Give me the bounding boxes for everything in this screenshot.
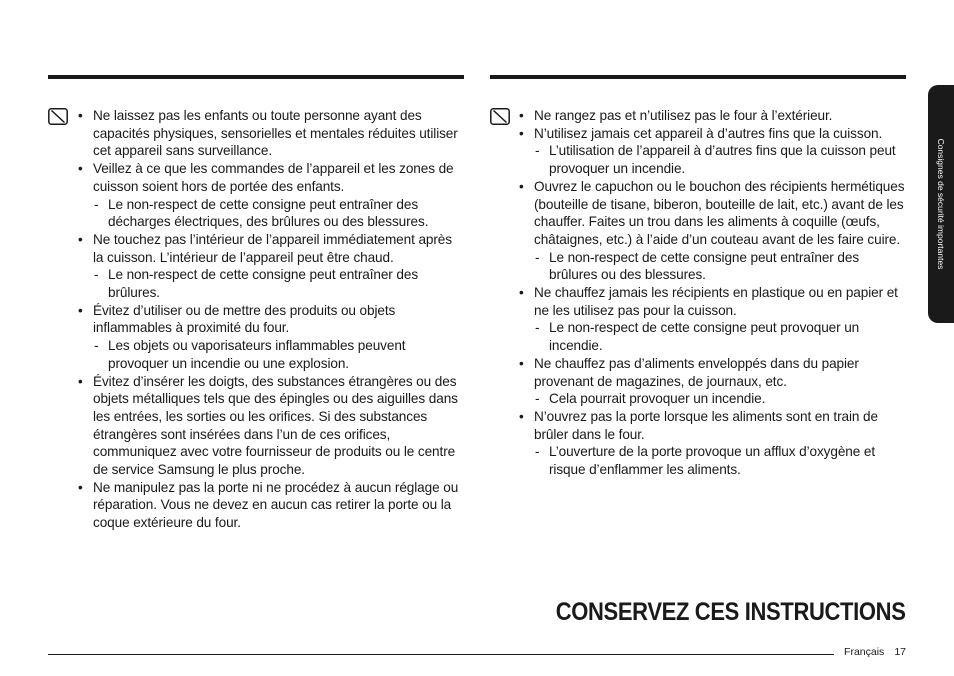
side-tab-label: Consignes de sécurité importantes: [936, 138, 946, 270]
bullet-text: Veillez à ce que les commandes de l’appareil et les zones de cuisson soient hors de portée des enfants.: [93, 161, 454, 194]
bullet-text: Ne laissez pas les enfants ou toute personne ayant des capacités physiques, sensorielles et mentales réduites utiliser cet appareil sans surveillance.: [93, 108, 458, 159]
sub-list: [534, 319, 906, 354]
bullet-item: [77, 107, 465, 160]
right-safety-list: [518, 107, 906, 479]
sub-item: - Cela pourrait provoquer un incendie.: [534, 390, 906, 408]
bullet-text: Évitez d’insérer les doigts, des substances étrangères ou des objets métalliques tels que des épingles ou des aiguilles dans les entrées, les sorties ou les orifices. Si des substances étrangères sont insérées dans l’un de ces orifices, communiquez avec votre fournisseur de produits ou le centre de service Samsung le plus proche.: [93, 373, 458, 478]
bullet-text: Ne chauffez jamais les récipients en plastique ou en papier et ne les utilisez pas pour la cuisson.: [534, 285, 898, 318]
bullet-text: N’utilisez jamais cet appareil à d’autres fins que la cuisson.: [534, 125, 883, 141]
bullet-text: Ne touchez pas l’intérieur de l’appareil immédiatement après la cuisson. L’intérieur de l’appareil peut être chaud.: [93, 231, 452, 265]
sub-list: [93, 266, 465, 301]
page-number: 17: [894, 646, 906, 658]
bullet-item: [77, 479, 465, 532]
sub-item: - Le non-respect de cette consigne peut entraîner des brûlures ou des blessures.: [534, 249, 906, 284]
bullet-text: Ouvrez le capuchon ou le bouchon des récipients hermétiques (bouteille de tisane, biberon, bouteille de lait, etc.) avant de les chauffer. Faites un trou dans les aliments à coquille (œufs, châtaignes, etc.) à l’aide d’un couteau avant de les faire cuire.: [534, 178, 905, 247]
sub-item: - Le non-respect de cette consigne peut entraîner des brûlures.: [93, 266, 465, 301]
bullet-text: Ne rangez pas et n’utilisez pas le four à l’extérieur.: [534, 108, 833, 123]
bullet-item: [77, 231, 465, 302]
bullet-item: [518, 107, 906, 125]
bullet-item: [77, 373, 465, 479]
sub-item: - Le non-respect de cette consigne peut entraîner des décharges électriques, des brûlures ou des blessures.: [93, 196, 465, 231]
sub-item: - L’utilisation de l’appareil à d’autres fins que la cuisson peut provoquer un incendie.: [534, 142, 906, 177]
closing-title: CONSERVEZ CES INSTRUCTIONS: [556, 598, 906, 626]
bullet-item: [518, 408, 906, 479]
sub-item: - L’ouverture de la porte provoque un afflux d’oxygène et risque d’enflammer les aliments.: [534, 443, 906, 478]
footer-rule: [48, 654, 834, 655]
bullet-item: [77, 302, 465, 373]
prohibited-icon: [48, 108, 68, 125]
page-footer: [844, 646, 906, 658]
footer-language: Français: [844, 646, 885, 658]
bullet-item: [518, 125, 906, 178]
bullet-item: [77, 160, 465, 231]
bullet-text: Ne chauffez pas d’aliments enveloppés dans du papier provenant de magazines, de journaux, etc.: [534, 355, 859, 389]
bullet-text: Ne manipulez pas la porte ni ne procédez à aucun réglage ou réparation. Vous ne devez en aucun cas retirer la porte ou la coque extérieure du four.: [93, 479, 459, 531]
prohibited-icon: [490, 108, 510, 125]
right-column-rule: [490, 75, 906, 79]
sub-item: - Les objets ou vaporisateurs inflammables peuvent provoquer un incendie ou une explosion.: [93, 337, 465, 372]
bullet-item: [518, 284, 906, 355]
left-column-rule: [48, 75, 464, 79]
bullet-text: N’ouvrez pas la porte lorsque les aliments sont en train de brûler dans le four.: [534, 408, 878, 442]
bullet-item: [518, 178, 906, 284]
section-side-tab: [928, 85, 954, 323]
sub-list: [93, 337, 465, 372]
sub-list: [534, 142, 906, 177]
left-safety-list: [77, 107, 465, 532]
sub-list: [534, 390, 906, 408]
sub-list: [534, 443, 906, 478]
sub-list: [93, 196, 465, 231]
bullet-text: Évitez d’utiliser ou de mettre des produits ou objets inflammables à proximité du four.: [93, 302, 396, 336]
sub-item: - Le non-respect de cette consigne peut provoquer un incendie.: [534, 319, 906, 354]
bullet-item: [518, 355, 906, 408]
sub-list: [534, 249, 906, 284]
